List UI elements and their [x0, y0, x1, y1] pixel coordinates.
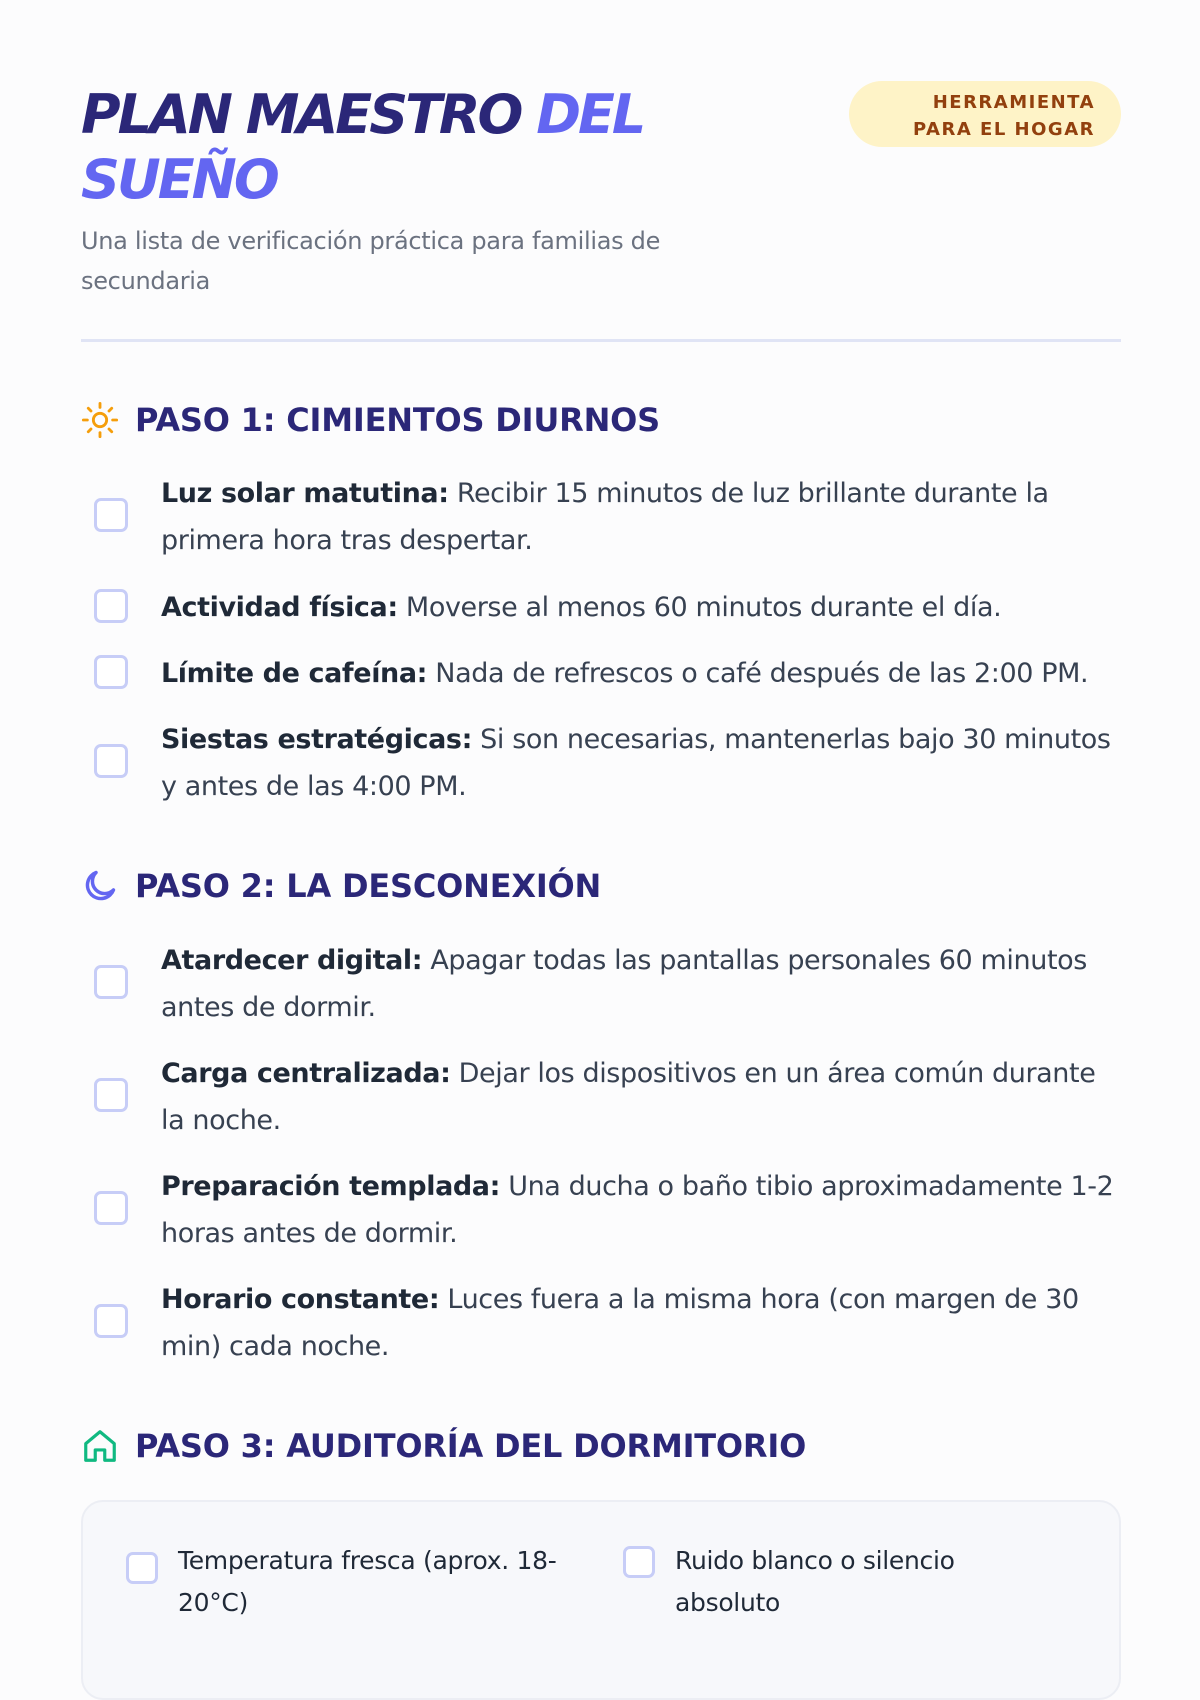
- page-subtitle: Una lista de verificación práctica para familias de secundaria: [81, 227, 661, 295]
- item-description: Una ducha o baño tibio aproximadamente 1-2 horas antes de dormir.: [161, 1171, 1114, 1249]
- checkbox[interactable]: [94, 1304, 128, 1338]
- checkbox[interactable]: [623, 1546, 655, 1578]
- title-accent: DEL SUEÑO: [81, 83, 644, 211]
- audit-item-text: Ruido blanco o silencio absoluto: [675, 1546, 955, 1617]
- item-title: Siestas estratégicas:: [161, 724, 472, 755]
- checklist-item-text: [161, 650, 1121, 697]
- checkbox[interactable]: [94, 589, 128, 623]
- checkbox[interactable]: [94, 965, 128, 999]
- section-heading-label: PASO 2: LA DESCONEXIÓN: [135, 867, 602, 905]
- checklist-item-text: [161, 1276, 1121, 1370]
- checklist-item-text: [161, 937, 1121, 1031]
- bedroom-audit-card: [81, 1500, 1121, 1700]
- page-title: [81, 82, 761, 212]
- item-title: Horario constante:: [161, 1284, 440, 1315]
- section-heading-label: PASO 3: AUDITORÍA DEL DORMITORIO: [135, 1427, 807, 1465]
- checkbox[interactable]: [94, 744, 128, 778]
- item-title: Límite de cafeína:: [161, 658, 428, 689]
- header-divider: [81, 339, 1121, 342]
- item-title: Atardecer digital:: [161, 945, 423, 976]
- section-heading-step-3: [81, 1426, 806, 1466]
- checkbox[interactable]: [126, 1552, 158, 1584]
- tool-badge: HERRAMIENTA PARA EL HOGAR: [849, 81, 1121, 147]
- checklist-item-text: [161, 584, 1121, 631]
- checkbox[interactable]: [94, 498, 128, 532]
- section-heading-step-2: [81, 866, 601, 906]
- item-description: Si son necesarias, mantenerlas bajo 30 minutos y antes de las 4:00 PM.: [161, 724, 1111, 802]
- header: [81, 0, 1121, 340]
- item-description: Nada de refrescos o café después de las 2:00 PM.: [427, 658, 1089, 689]
- title-main: PLAN MAESTRO: [81, 83, 537, 146]
- checklist-item-text: [161, 1050, 1121, 1144]
- item-description: Apagar todas las pantallas personales 60 minutos antes de dormir.: [161, 945, 1087, 1023]
- item-description: Recibir 15 minutos de luz brillante durante la primera hora tras despertar.: [161, 478, 1049, 556]
- audit-item-text: Temperatura fresca (aprox. 18-20°C): [178, 1546, 557, 1617]
- section-heading-label: PASO 1: CIMIENTOS DIURNOS: [135, 401, 661, 439]
- checklist-page: [81, 0, 1121, 1617]
- item-description: Dejar los dispositivos en un área común durante la noche.: [161, 1058, 1096, 1136]
- section-heading-step-1: [81, 400, 660, 440]
- item-title: Carga centralizada:: [161, 1058, 451, 1089]
- checkbox[interactable]: [94, 1191, 128, 1225]
- checklist-item-text: [161, 716, 1121, 810]
- moon-icon: [81, 867, 119, 905]
- sun-icon: [81, 401, 119, 439]
- item-description: Moverse al menos 60 minutos durante el día.: [397, 592, 1002, 623]
- checklist-item-text: [161, 470, 1121, 564]
- checkbox[interactable]: [94, 655, 128, 689]
- item-title: Preparación templada:: [161, 1171, 501, 1202]
- item-description: Luces fuera a la misma hora (con margen de 30 min) cada noche.: [161, 1284, 1079, 1362]
- home-icon: [81, 1427, 119, 1465]
- item-title: Luz solar matutina:: [161, 478, 449, 509]
- checklist-item-text: [161, 1163, 1121, 1257]
- item-title: Actividad física:: [161, 592, 398, 623]
- checkbox[interactable]: [94, 1078, 128, 1112]
